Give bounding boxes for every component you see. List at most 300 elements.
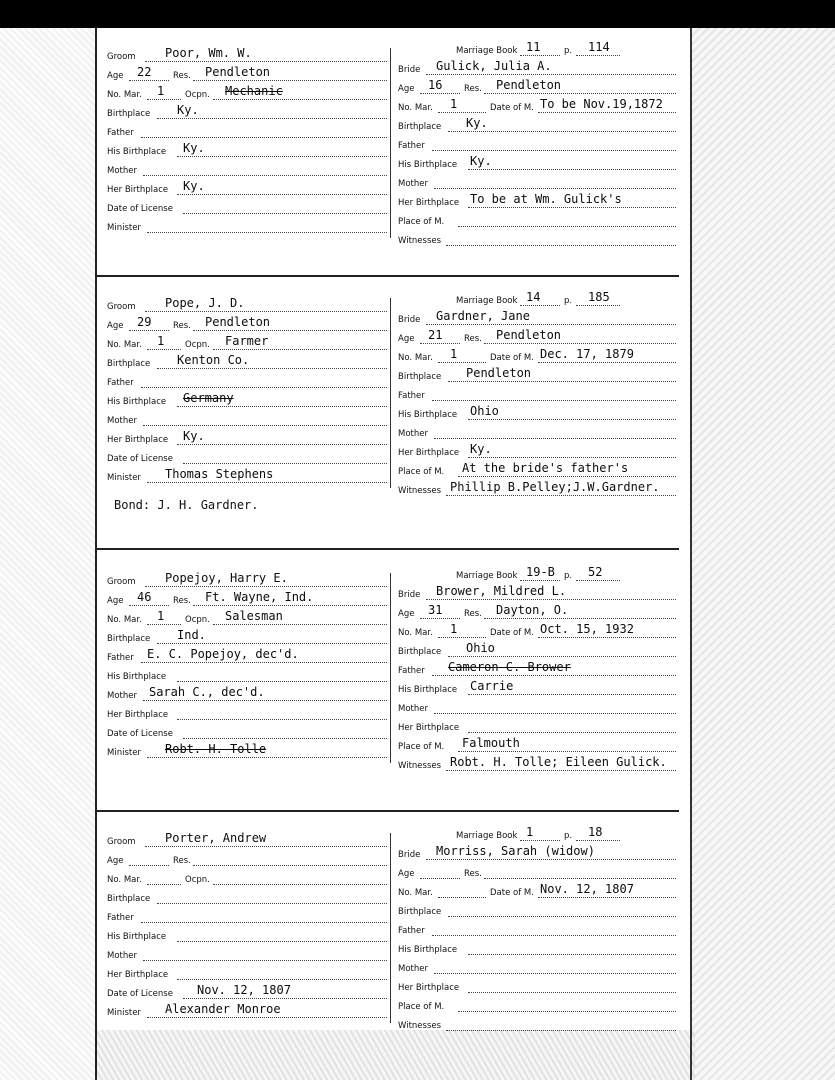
field-line-mother — [434, 713, 676, 714]
page-line — [576, 580, 620, 581]
field-line-birthplace — [448, 381, 676, 382]
card-right-edge — [690, 28, 692, 1080]
marriage-book-line — [520, 840, 560, 841]
field-line-witnesses — [446, 245, 676, 246]
field-label-age: Age — [107, 856, 124, 866]
bride-res-value: Pendleton — [496, 328, 562, 342]
field-label-father: Father — [398, 391, 425, 401]
form-row — [107, 685, 387, 703]
field-label-res: Res. — [173, 856, 191, 866]
form-row — [398, 366, 676, 384]
marriage-book-value: 19-B — [526, 565, 555, 579]
field-label-minister: Minister — [107, 1008, 141, 1018]
field-label-name: Bride — [398, 850, 421, 860]
form-row — [107, 429, 387, 447]
form-row — [398, 40, 676, 58]
form-row — [398, 641, 676, 659]
field-label-his-birthplace: His Birthplace — [398, 160, 458, 170]
form-row — [398, 622, 676, 640]
bond-note: Bond: J. H. Gardner. — [114, 498, 259, 512]
form-row — [107, 964, 387, 982]
form-row — [107, 571, 387, 589]
field-line-her-birthplace — [177, 194, 387, 195]
field-label-age: Age — [398, 84, 415, 94]
field-label-name: Groom — [107, 577, 136, 587]
field-line-date-of-m — [538, 897, 676, 898]
field-line-res — [484, 618, 676, 619]
field-label-place-of-m: Place of M. — [398, 742, 445, 752]
field-line-age — [129, 865, 169, 866]
marriage-book-value: 11 — [526, 40, 541, 54]
form-row — [107, 467, 387, 485]
field-label-mother: Mother — [398, 179, 428, 189]
field-label-his-birthplace: His Birthplace — [107, 932, 167, 942]
form-row — [398, 1015, 676, 1033]
groom-her-birthplace-value: Ky. — [183, 429, 205, 443]
field-label-witnesses: Witnesses — [398, 1021, 442, 1031]
field-line-date-of-license — [183, 463, 387, 464]
field-line-name — [426, 74, 676, 75]
bride-no-mar-value: 1 — [450, 622, 458, 636]
groom-age-value: 46 — [137, 590, 152, 604]
bride-his-birthplace-value: Ohio — [470, 404, 499, 418]
form-row — [398, 755, 676, 773]
field-line-no-mar — [147, 884, 181, 885]
scan-top-border — [0, 0, 835, 28]
field-line-minister — [147, 232, 387, 233]
field-line-mother — [434, 973, 676, 974]
field-label-date-of-license: Date of License — [107, 729, 173, 739]
field-line-birthplace — [157, 903, 387, 904]
field-label-minister: Minister — [107, 223, 141, 233]
field-line-minister — [147, 1017, 387, 1018]
form-row — [107, 334, 387, 352]
field-label-her-birthplace: Her Birthplace — [398, 198, 460, 208]
marriage-book-value: 14 — [526, 290, 541, 304]
field-line-his-birthplace — [468, 419, 676, 420]
form-row — [107, 141, 387, 159]
groom-name-value: Poor, Wm. W. — [165, 46, 252, 60]
field-label-name: Groom — [107, 52, 136, 62]
card-column-divider — [390, 573, 391, 763]
form-row — [398, 230, 676, 248]
form-row — [398, 825, 676, 843]
field-line-his-birthplace — [177, 406, 387, 407]
field-line-his-birthplace — [468, 169, 676, 170]
form-row — [107, 945, 387, 963]
groom-ocpn-value: Salesman — [225, 609, 283, 623]
field-line-his-birthplace — [177, 156, 387, 157]
scan-right-margin — [690, 28, 835, 1080]
groom-age-value: 22 — [137, 65, 152, 79]
form-row — [107, 647, 387, 665]
field-line-mother — [143, 425, 387, 426]
field-label-no-mar: No. Mar. — [107, 340, 142, 350]
field-line-witnesses — [446, 495, 676, 496]
field-label-her-birthplace: Her Birthplace — [107, 185, 169, 195]
field-line-date-of-license — [183, 213, 387, 214]
bride-his-birthplace-value: Ky. — [470, 154, 492, 168]
page-line — [576, 55, 620, 56]
field-label-mother: Mother — [107, 166, 137, 176]
field-label-birthplace: Birthplace — [398, 907, 442, 917]
field-line-birthplace — [157, 118, 387, 119]
form-row — [398, 385, 676, 403]
field-label-place-of-m: Place of M. — [398, 217, 445, 227]
field-label-father: Father — [398, 141, 425, 151]
form-row — [107, 888, 387, 906]
bride-name-value: Brower, Mildred L. — [436, 584, 567, 598]
card-column-divider — [390, 48, 391, 238]
card-left-edge — [95, 28, 97, 1080]
bride-her-birthplace-value: Ky. — [470, 442, 492, 456]
card-separator — [97, 275, 679, 277]
field-label-mother: Mother — [107, 416, 137, 426]
field-label-age: Age — [107, 596, 124, 606]
form-row — [398, 423, 676, 441]
form-row — [398, 996, 676, 1014]
form-row — [398, 863, 676, 881]
form-row — [398, 717, 676, 735]
field-line-name — [145, 846, 387, 847]
form-row — [398, 584, 676, 602]
field-line-mother — [434, 188, 676, 189]
field-line-place-of-m — [458, 476, 676, 477]
groom-res-value: Pendleton — [205, 65, 271, 79]
bride-age-value: 21 — [428, 328, 443, 342]
field-line-date-of-m — [538, 112, 676, 113]
page-line — [576, 840, 620, 841]
field-label-name: Bride — [398, 65, 421, 75]
field-line-mother — [143, 175, 387, 176]
form-row — [107, 1002, 387, 1020]
field-label-age: Age — [398, 334, 415, 344]
page-label: p. — [564, 831, 573, 841]
field-line-father — [432, 935, 676, 936]
field-label-no-mar: No. Mar. — [398, 888, 433, 898]
form-row — [398, 290, 676, 308]
form-row — [107, 704, 387, 722]
field-label-mother: Mother — [398, 964, 428, 974]
field-line-witnesses — [446, 770, 676, 771]
groom-birthplace-value: Ind. — [177, 628, 206, 642]
field-label-father: Father — [107, 128, 134, 138]
field-line-res — [193, 605, 387, 606]
field-line-age — [129, 605, 169, 606]
field-line-res — [193, 865, 387, 866]
form-row — [107, 296, 387, 314]
page-line — [576, 305, 620, 306]
field-label-birthplace: Birthplace — [107, 109, 151, 119]
field-line-father — [432, 675, 676, 676]
form-row — [398, 97, 676, 115]
field-line-ocpn — [213, 884, 387, 885]
groom-res-value: Ft. Wayne, Ind. — [205, 590, 314, 604]
field-label-mother: Mother — [398, 704, 428, 714]
field-line-her-birthplace — [468, 457, 676, 458]
field-line-res — [484, 878, 676, 879]
field-label-father: Father — [398, 666, 425, 676]
field-label-res: Res. — [464, 609, 482, 619]
field-line-name — [145, 586, 387, 587]
field-line-her-birthplace — [177, 444, 387, 445]
form-row — [107, 742, 387, 760]
field-label-birthplace: Birthplace — [398, 122, 442, 132]
field-line-age — [129, 80, 169, 81]
marriage-book-line — [520, 580, 560, 581]
field-line-no-mar — [438, 637, 486, 638]
field-label-date-of-m: Date of M. — [490, 103, 534, 113]
groom-birthplace-value: Kenton Co. — [177, 353, 250, 367]
form-row — [398, 59, 676, 77]
field-label-no-mar: No. Mar. — [398, 103, 433, 113]
bride-date-of-m-value: To be Nov.19,1872 — [540, 97, 663, 111]
field-line-name — [426, 324, 676, 325]
field-label-no-mar: No. Mar. — [107, 90, 142, 100]
field-line-age — [420, 93, 460, 94]
field-line-no-mar — [147, 349, 181, 350]
field-line-father — [141, 387, 387, 388]
field-label-age: Age — [398, 609, 415, 619]
bride-date-of-m-value: Dec. 17, 1879 — [540, 347, 634, 361]
groom-no-mar-value: 1 — [157, 334, 165, 348]
groom-name-value: Popejoy, Harry E. — [165, 571, 288, 585]
form-row — [107, 628, 387, 646]
field-line-no-mar — [438, 362, 486, 363]
form-row — [107, 160, 387, 178]
form-row — [107, 926, 387, 944]
bride-birthplace-value: Pendleton — [466, 366, 532, 380]
field-label-her-birthplace: Her Birthplace — [107, 435, 169, 445]
form-row — [398, 347, 676, 365]
bride-birthplace-value: Ohio — [466, 641, 495, 655]
form-row — [398, 135, 676, 153]
bride-place-of-m-value: Falmouth — [462, 736, 520, 750]
field-label-his-birthplace: His Birthplace — [398, 410, 458, 420]
field-line-birthplace — [157, 643, 387, 644]
field-label-her-birthplace: Her Birthplace — [398, 723, 460, 733]
field-line-date-of-license — [183, 998, 387, 999]
form-row — [398, 977, 676, 995]
field-label-res: Res. — [173, 321, 191, 331]
field-label-father: Father — [107, 653, 134, 663]
field-line-name — [426, 599, 676, 600]
bride-no-mar-value: 1 — [450, 97, 458, 111]
form-row — [398, 442, 676, 460]
marriage-book-label: Marriage Book — [456, 296, 518, 306]
field-line-no-mar — [438, 112, 486, 113]
field-line-her-birthplace — [468, 732, 676, 733]
field-label-date-of-license: Date of License — [107, 454, 173, 464]
form-row — [107, 850, 387, 868]
field-label-date-of-m: Date of M. — [490, 353, 534, 363]
form-row — [398, 844, 676, 862]
field-line-name — [145, 311, 387, 312]
marriage-book-label: Marriage Book — [456, 571, 518, 581]
field-label-his-birthplace: His Birthplace — [398, 945, 458, 955]
form-row — [398, 154, 676, 172]
card-column-divider — [390, 833, 391, 1023]
field-line-place-of-m — [458, 226, 676, 227]
field-label-her-birthplace: Her Birthplace — [107, 970, 169, 980]
field-line-her-birthplace — [468, 207, 676, 208]
field-label-res: Res. — [173, 71, 191, 81]
field-label-date-of-license: Date of License — [107, 989, 173, 999]
field-line-her-birthplace — [468, 992, 676, 993]
field-label-witnesses: Witnesses — [398, 236, 442, 246]
field-line-age — [129, 330, 169, 331]
card-column-divider — [390, 298, 391, 488]
page-label: p. — [564, 296, 573, 306]
field-label-mother: Mother — [107, 691, 137, 701]
bride-date-of-m-value: Nov. 12, 1807 — [540, 882, 634, 896]
card-separator — [97, 810, 679, 812]
field-label-her-birthplace: Her Birthplace — [398, 983, 460, 993]
form-row — [398, 958, 676, 976]
form-row — [398, 603, 676, 621]
form-row — [107, 122, 387, 140]
field-line-date-of-license — [183, 738, 387, 739]
field-label-age: Age — [107, 321, 124, 331]
page-label: p. — [564, 571, 573, 581]
field-label-witnesses: Witnesses — [398, 486, 442, 496]
groom-birthplace-value: Ky. — [177, 103, 199, 117]
field-label-ocpn: Ocpn. — [185, 90, 210, 100]
field-line-birthplace — [448, 916, 676, 917]
form-row — [107, 179, 387, 197]
groom-father-value: E. C. Popejoy, dec'd. — [147, 647, 299, 661]
field-line-witnesses — [446, 1030, 676, 1031]
form-row — [398, 920, 676, 938]
bride-witnesses-value: Phillip B.Pelley;J.W.Gardner. — [450, 480, 660, 494]
field-label-witnesses: Witnesses — [398, 761, 442, 771]
form-row — [398, 480, 676, 498]
form-row — [398, 698, 676, 716]
field-line-minister — [147, 482, 387, 483]
field-label-his-birthplace: His Birthplace — [107, 147, 167, 157]
field-line-his-birthplace — [468, 694, 676, 695]
field-line-father — [432, 150, 676, 151]
marriage-book-line — [520, 305, 560, 306]
field-label-birthplace: Birthplace — [107, 359, 151, 369]
card-separator — [97, 548, 679, 550]
form-row — [398, 679, 676, 697]
form-row — [398, 328, 676, 346]
groom-no-mar-value: 1 — [157, 84, 165, 98]
field-label-date-of-m: Date of M. — [490, 628, 534, 638]
field-line-age — [420, 878, 460, 879]
form-row — [107, 907, 387, 925]
field-line-no-mar — [147, 99, 181, 100]
bride-birthplace-value: Ky. — [466, 116, 488, 130]
form-row — [107, 723, 387, 741]
field-line-her-birthplace — [177, 979, 387, 980]
groom-his-birthplace-value: Ky. — [183, 141, 205, 155]
groom-her-birthplace-value: Ky. — [183, 179, 205, 193]
form-row — [107, 448, 387, 466]
field-line-ocpn — [213, 624, 387, 625]
field-line-birthplace — [448, 656, 676, 657]
field-label-his-birthplace: His Birthplace — [107, 672, 167, 682]
field-label-res: Res. — [464, 84, 482, 94]
groom-minister-value: Alexander Monroe — [165, 1002, 281, 1016]
bride-age-value: 31 — [428, 603, 443, 617]
field-line-mother — [143, 700, 387, 701]
groom-age-value: 29 — [137, 315, 152, 329]
scan-bottom-noise — [95, 1030, 695, 1080]
scan-left-margin — [0, 28, 95, 1080]
field-line-no-mar — [438, 897, 486, 898]
field-label-res: Res. — [173, 596, 191, 606]
page-label: p. — [564, 46, 573, 56]
bride-witnesses-value: Robt. H. Tolle; Eileen Gulick. — [450, 755, 667, 769]
bride-his-birthplace-value: Carrie — [470, 679, 514, 693]
bride-age-value: 16 — [428, 78, 443, 92]
marriage-book-line — [520, 55, 560, 56]
field-label-no-mar: No. Mar. — [107, 875, 142, 885]
field-line-father — [141, 922, 387, 923]
form-row — [398, 309, 676, 327]
field-line-res — [484, 93, 676, 94]
form-row — [398, 192, 676, 210]
page-value: 185 — [588, 290, 610, 304]
field-label-no-mar: No. Mar. — [398, 628, 433, 638]
page-value: 52 — [588, 565, 603, 579]
field-label-his-birthplace: His Birthplace — [398, 685, 458, 695]
bride-name-value: Morriss, Sarah (widow) — [436, 844, 595, 858]
form-row — [107, 353, 387, 371]
field-label-no-mar: No. Mar. — [398, 353, 433, 363]
form-row — [398, 78, 676, 96]
field-label-birthplace: Birthplace — [107, 634, 151, 644]
field-line-father — [141, 137, 387, 138]
field-label-place-of-m: Place of M. — [398, 1002, 445, 1012]
field-label-father: Father — [107, 378, 134, 388]
bride-name-value: Gulick, Julia A. — [436, 59, 552, 73]
field-line-res — [484, 343, 676, 344]
form-row — [398, 882, 676, 900]
form-row — [398, 173, 676, 191]
form-row — [107, 65, 387, 83]
form-row — [107, 198, 387, 216]
field-line-res — [193, 80, 387, 81]
field-line-date-of-m — [538, 362, 676, 363]
form-row — [398, 461, 676, 479]
form-row — [398, 901, 676, 919]
form-row — [107, 372, 387, 390]
field-label-her-birthplace: Her Birthplace — [107, 710, 169, 720]
bride-date-of-m-value: Oct. 15, 1932 — [540, 622, 634, 636]
field-label-name: Groom — [107, 302, 136, 312]
field-label-his-birthplace: His Birthplace — [107, 397, 167, 407]
field-line-no-mar — [147, 624, 181, 625]
field-line-birthplace — [157, 368, 387, 369]
form-row — [107, 410, 387, 428]
form-row — [107, 217, 387, 235]
field-label-birthplace: Birthplace — [398, 372, 442, 382]
form-row — [398, 116, 676, 134]
field-label-father: Father — [107, 913, 134, 923]
field-line-mother — [434, 438, 676, 439]
field-line-birthplace — [448, 131, 676, 132]
form-row — [398, 211, 676, 229]
form-row — [107, 983, 387, 1001]
groom-name-value: Porter, Andrew — [165, 831, 267, 845]
groom-no-mar-value: 1 — [157, 609, 165, 623]
form-row — [398, 404, 676, 422]
field-label-name: Bride — [398, 315, 421, 325]
groom-minister-value: Robt. H. Tolle — [165, 742, 267, 756]
